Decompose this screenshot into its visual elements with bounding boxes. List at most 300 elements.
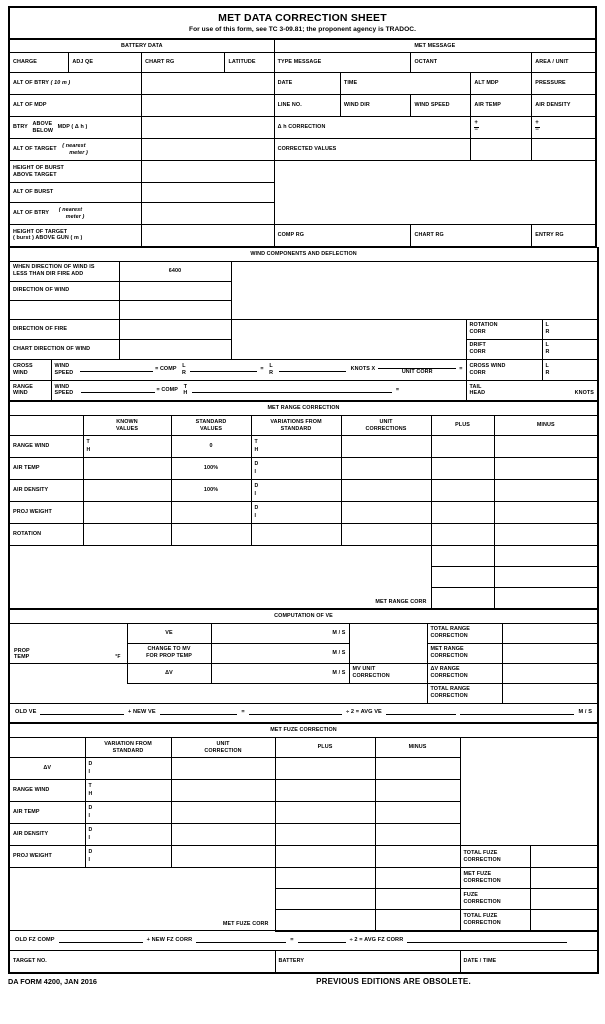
field-range-wind-minus[interactable] bbox=[494, 436, 598, 458]
label-known-t: T bbox=[86, 439, 90, 446]
label-equals-2: = bbox=[459, 366, 463, 373]
wind-computation-strip bbox=[8, 359, 599, 403]
header-plus-1: PLUS bbox=[431, 416, 494, 436]
label-direction-of-fire: DIRECTION OF FIRE bbox=[9, 319, 119, 339]
wind-blank-mid-1 bbox=[231, 319, 466, 339]
field-rotation-corr-lr[interactable] bbox=[542, 319, 598, 339]
field-alt-of-mdp[interactable] bbox=[142, 95, 275, 117]
field-proj-weight-minus[interactable] bbox=[494, 502, 598, 524]
label-ms-3: M / S bbox=[332, 669, 346, 676]
field-corrected-values-air-density[interactable] bbox=[532, 139, 596, 161]
met-fuze-corr-label-cell bbox=[9, 868, 275, 931]
label-cross-wind-corr-a: CROSS WIND bbox=[469, 362, 506, 369]
input-old-ve[interactable] bbox=[40, 709, 124, 715]
header-fuze-plus: PLUS bbox=[275, 738, 375, 758]
label-mrc-b: CORRECTION bbox=[430, 653, 468, 659]
label-head: HEAD bbox=[469, 390, 486, 397]
label-wind-blank-row bbox=[9, 300, 119, 319]
header-air-density: AIR DENSITY bbox=[532, 95, 596, 117]
label-l-1: L bbox=[182, 363, 186, 370]
label-change-mv-a: CHANGE TO MV bbox=[147, 646, 191, 653]
label-range-wind bbox=[9, 380, 51, 401]
field-total-range-correction-1[interactable] bbox=[502, 623, 598, 643]
header-entry-rg: ENTRY RG bbox=[532, 225, 596, 247]
wind-components-table bbox=[8, 247, 599, 360]
input-avg-ve[interactable] bbox=[386, 709, 456, 715]
header-standard-values bbox=[171, 416, 251, 436]
label-new-fz-corr: + NEW FZ CORR bbox=[146, 937, 193, 944]
header-unit-1: UNIT bbox=[379, 418, 393, 425]
value-air-density-standard: 100% bbox=[171, 480, 251, 502]
header-line-no: LINE NO. bbox=[274, 95, 340, 117]
header-fuze-correction: CORRECTION bbox=[204, 747, 242, 754]
label-met-fuze-correction bbox=[460, 868, 530, 889]
label-mv-unit-b: CORRECTION bbox=[352, 673, 390, 679]
field-fuze-air-temp-unit-corr[interactable] bbox=[171, 802, 275, 824]
header-wind-speed: WIND SPEED bbox=[411, 95, 471, 117]
label-ms-2: M / S bbox=[332, 649, 346, 656]
header-known: KNOWN bbox=[116, 418, 138, 425]
label-trc-a-2: TOTAL RANGE bbox=[430, 686, 470, 693]
input-fz-sum[interactable] bbox=[298, 937, 346, 943]
label-ms-4: M / S bbox=[578, 709, 593, 716]
label-height-of-target-above-gun bbox=[9, 225, 142, 247]
form-subtitle: For use of this form, see TC 3-09.81; the proponent agency is TRADOC. bbox=[189, 26, 416, 33]
field-range-wind-variation[interactable] bbox=[251, 436, 341, 458]
label-below[interactable]: BELOW bbox=[32, 127, 54, 134]
field-met-range-corr-plus[interactable] bbox=[431, 588, 494, 609]
header-values-1: VALUES bbox=[115, 425, 139, 432]
field-height-of-burst[interactable] bbox=[142, 161, 275, 183]
label-trc-b-2: CORRECTION bbox=[430, 693, 468, 699]
input-avg-fz-corr[interactable] bbox=[407, 937, 567, 943]
label-cross-wind-corr-b: CORR bbox=[469, 369, 486, 376]
field-proj-weight-known[interactable] bbox=[83, 502, 171, 524]
wind-section-heading: WIND COMPONENTS AND DEFLECTION bbox=[9, 247, 598, 261]
label-prop-temp bbox=[14, 648, 30, 660]
field-met-fuze-sum1-minus[interactable] bbox=[375, 868, 460, 889]
field-cross-wind-corr-lr[interactable] bbox=[542, 359, 598, 380]
field-range-wind-plus[interactable] bbox=[431, 436, 494, 458]
field-air-temp-known[interactable] bbox=[83, 458, 171, 480]
label-cross: CROSS bbox=[13, 362, 33, 369]
label-t-1: T bbox=[183, 384, 188, 391]
header-chart-rg: CHART RG bbox=[142, 53, 225, 73]
label-old-ve: OLD VE bbox=[15, 709, 37, 716]
label-speed-1: SPEED bbox=[54, 369, 74, 376]
label-alt-of-target bbox=[9, 139, 142, 161]
row-label-rotation-range: ROTATION bbox=[9, 524, 83, 546]
input-ve-sum[interactable] bbox=[249, 709, 342, 715]
label-cw-r: R bbox=[545, 369, 550, 376]
label-alt-of-target-text: ALT OF TARGET bbox=[13, 146, 57, 153]
field-wind-blank-row[interactable] bbox=[119, 300, 231, 319]
field-fuze-range-wind-minus[interactable] bbox=[375, 780, 460, 802]
field-delta-v-value[interactable] bbox=[211, 663, 349, 683]
label-knots-x: KNOTS X bbox=[350, 366, 376, 373]
label-date-time[interactable]: DATE / TIME bbox=[460, 951, 598, 973]
field-height-of-target[interactable] bbox=[142, 225, 275, 247]
met-range-corr-label-cell bbox=[9, 546, 431, 609]
field-fuze-range-wind-unit-corr[interactable] bbox=[171, 780, 275, 802]
field-rotation-unit-corr[interactable] bbox=[341, 524, 431, 546]
input-old-fz-comp[interactable] bbox=[59, 937, 143, 943]
field-met-fuze-sum1-plus[interactable] bbox=[275, 868, 375, 889]
input-cross-comp[interactable] bbox=[190, 366, 257, 372]
header-fuze-variation: VARIATION FROM bbox=[104, 740, 152, 747]
label-degrees-f: °F bbox=[115, 654, 121, 661]
label-tfc-a-1: TOTAL FUZE bbox=[463, 849, 498, 856]
field-met-fuze-corr-minus[interactable] bbox=[375, 910, 460, 931]
header-standard-2: STANDARD bbox=[280, 425, 312, 432]
field-met-range-sum1-minus[interactable] bbox=[494, 546, 598, 567]
label-mv-unit-correction bbox=[349, 663, 427, 683]
field-alt-of-burst[interactable] bbox=[142, 183, 275, 203]
old-fz-formula-row bbox=[9, 931, 598, 951]
field-fuze-air-density-unit-corr[interactable] bbox=[171, 824, 275, 846]
header-corrections-1: CORRECTIONS bbox=[365, 425, 407, 432]
field-direction-of-fire[interactable] bbox=[119, 319, 231, 339]
ve-blank-mid[interactable] bbox=[349, 623, 427, 663]
field-delta-h-corr-air-density[interactable] bbox=[532, 117, 596, 139]
label-temp: TEMP bbox=[14, 654, 30, 661]
label-ms-1: M / S bbox=[332, 629, 346, 636]
field-alt-of-target[interactable] bbox=[142, 139, 275, 161]
header-wind-dir: WIND DIR bbox=[340, 95, 411, 117]
label-alt-of-btry-note: ( 10 m ) bbox=[50, 80, 71, 87]
field-air-density-known[interactable] bbox=[83, 480, 171, 502]
field-rotation-plus[interactable] bbox=[431, 524, 494, 546]
field-air-temp-variation[interactable] bbox=[251, 458, 341, 480]
label-alt-of-mdp: ALT OF MDP bbox=[9, 95, 142, 117]
plus-minus-sign-1: + − bbox=[474, 120, 478, 133]
field-total-fuze-correction-1[interactable] bbox=[530, 846, 598, 868]
input-cross-wind-speed[interactable] bbox=[80, 366, 153, 372]
field-met-fuze-correction[interactable] bbox=[530, 868, 598, 889]
field-met-range-corr-minus[interactable] bbox=[494, 588, 598, 609]
label-alt-of-burst: ALT OF BURST bbox=[9, 183, 142, 203]
computation-of-ve-table bbox=[8, 609, 599, 725]
row-label-fuze-air-temp: AIR TEMP bbox=[9, 802, 85, 824]
field-fuze-proj-weight-minus[interactable] bbox=[375, 846, 460, 868]
met-fuze-correction-table bbox=[8, 723, 599, 974]
field-air-density-unit-corr[interactable] bbox=[341, 480, 431, 502]
input-avg-ve-2[interactable] bbox=[460, 709, 575, 715]
label-delta-v: ΔV bbox=[127, 663, 211, 683]
header-type-message: TYPE MESSAGE bbox=[274, 53, 411, 73]
field-met-fuze-sum2-minus[interactable] bbox=[375, 889, 460, 910]
label-fz-d-4: D bbox=[88, 849, 93, 856]
label-target-no[interactable]: TARGET NO. bbox=[9, 951, 275, 973]
header-alt-mdp: ALT MDP bbox=[471, 73, 532, 95]
header-variations: VARIATIONS FROM bbox=[270, 418, 322, 425]
field-range-wind-known[interactable] bbox=[83, 436, 171, 458]
tail-head-knots-cell bbox=[466, 380, 598, 401]
label-burst-above-gun: ( burst ) ABOVE GUN ( m ) bbox=[13, 235, 83, 242]
header-standard: STANDARD bbox=[195, 418, 227, 425]
field-fuze-air-density-minus[interactable] bbox=[375, 824, 460, 846]
plus-minus-sign-2: + − bbox=[535, 120, 539, 133]
label-height-of-target: HEIGHT OF TARGET bbox=[13, 228, 68, 235]
row-label-fuze-proj-weight: PROJ WEIGHT bbox=[9, 846, 85, 868]
field-met-fuze-sum2-plus[interactable] bbox=[275, 889, 375, 910]
header-latitude: LATITUDE bbox=[225, 53, 274, 73]
label-met-fuze-corr: MET FUZE CORR bbox=[222, 921, 269, 928]
field-fuze-proj-weight-plus[interactable] bbox=[275, 846, 375, 868]
label-cross-lr-2 bbox=[267, 363, 276, 375]
header-fuze-standard: STANDARD bbox=[112, 747, 144, 754]
label-btry-above-below-mdp bbox=[9, 117, 142, 139]
field-fuze-correction[interactable] bbox=[530, 889, 598, 910]
obsolete-notice: PREVIOUS EDITIONS ARE OBSOLETE. bbox=[316, 976, 471, 986]
label-battery[interactable]: BATTERY bbox=[275, 951, 460, 973]
row-label-fuze-air-density: AIR DENSITY bbox=[9, 824, 85, 846]
label-knots-2: KNOTS bbox=[574, 389, 594, 396]
label-tfc-b-2: CORRECTION bbox=[463, 919, 501, 926]
label-var-i-2: I bbox=[254, 490, 257, 497]
label-fc-b: CORRECTION bbox=[463, 899, 501, 905]
label-drift-corr-b: CORR bbox=[469, 349, 486, 355]
label-tail: TAIL bbox=[469, 384, 482, 391]
label-var-t: T bbox=[254, 439, 258, 446]
label-delta-h-correction: Δ h CORRECTION bbox=[274, 117, 471, 139]
header-area-unit: AREA / UNIT bbox=[532, 53, 596, 73]
label-fz-i-2: I bbox=[88, 812, 91, 819]
field-delta-v-range-correction[interactable] bbox=[502, 663, 598, 683]
field-fuze-delta-v-plus[interactable] bbox=[275, 758, 375, 780]
input-new-fz-corr[interactable] bbox=[196, 937, 286, 943]
label-total-range-correction-2 bbox=[427, 683, 502, 703]
label-met-range-corr: MET RANGE CORR bbox=[375, 599, 427, 606]
field-total-range-correction-2[interactable] bbox=[502, 683, 598, 703]
input-cross-lr-value[interactable] bbox=[279, 366, 346, 372]
field-met-fuze-corr-plus[interactable] bbox=[275, 910, 375, 931]
label-tfc-b-1: CORRECTION bbox=[463, 856, 501, 863]
header-fuze-unit-correction bbox=[171, 738, 275, 758]
label-fz-d-1: D bbox=[88, 761, 93, 768]
met-fuze-corner-cell bbox=[9, 738, 85, 758]
label-fz-i-4: I bbox=[88, 856, 91, 863]
label-mdp-delta-h: MDP ( Δ h ) bbox=[57, 124, 88, 131]
label-fz-d-3: D bbox=[88, 827, 93, 834]
label-rotation-corr-b: CORR bbox=[469, 329, 486, 335]
field-direction-of-wind[interactable] bbox=[119, 281, 231, 300]
field-rotation-standard[interactable] bbox=[171, 524, 251, 546]
label-rotation-r: R bbox=[545, 329, 550, 335]
battery-data-heading: BATTERY DATA bbox=[9, 40, 274, 53]
header-fuze-unit: UNIT bbox=[216, 740, 230, 747]
row-label-proj-weight-range: PROJ WEIGHT bbox=[9, 502, 83, 524]
field-fuze-delta-v-minus[interactable] bbox=[375, 758, 460, 780]
label-var-i-1: I bbox=[254, 468, 257, 475]
label-rotation: ROTATION bbox=[469, 322, 498, 329]
label-wind-3: WIND bbox=[13, 390, 28, 397]
field-rotation-known[interactable] bbox=[83, 524, 171, 546]
label-alt-target-note1: ( nearest bbox=[62, 143, 86, 150]
row-label-fuze-range-wind: RANGE WIND bbox=[9, 780, 85, 802]
field-fuze-air-temp-plus[interactable] bbox=[275, 802, 375, 824]
field-change-to-mv-value[interactable] bbox=[211, 643, 349, 663]
header-date: DATE bbox=[274, 73, 340, 95]
label-when-dir-b: LESS THAN DIR FIRE ADD bbox=[13, 271, 84, 277]
field-delta-h-corr-air-temp[interactable] bbox=[471, 117, 532, 139]
value-proj-weight-standard bbox=[171, 502, 251, 524]
label-total-fuze-correction-2 bbox=[460, 910, 530, 931]
input-new-ve[interactable] bbox=[160, 709, 238, 715]
field-air-density-plus[interactable] bbox=[431, 480, 494, 502]
field-btry-mdp-delta-h[interactable] bbox=[142, 117, 275, 139]
field-fuze-range-wind-plus[interactable] bbox=[275, 780, 375, 802]
range-wind-computation-row bbox=[51, 380, 466, 401]
label-btry: BTRY bbox=[13, 124, 28, 131]
label-unit-corr: UNIT CORR bbox=[401, 369, 433, 376]
field-fuze-delta-v-variation[interactable] bbox=[85, 758, 171, 780]
wind-blank-mid-2 bbox=[231, 339, 466, 359]
label-rotation-l: L bbox=[545, 322, 549, 329]
label-alt-of-btry-text: ALT OF BTRY bbox=[13, 80, 50, 87]
field-chart-direction-of-wind[interactable] bbox=[119, 339, 231, 359]
label-above[interactable]: ABOVE bbox=[32, 121, 53, 128]
label-wind-1: WIND bbox=[13, 369, 28, 376]
label-drift: DRIFT bbox=[469, 342, 486, 349]
field-proj-weight-unit-corr[interactable] bbox=[341, 502, 431, 524]
label-r-2: R bbox=[269, 369, 274, 376]
met-message-blank-block[interactable] bbox=[274, 161, 596, 225]
label-drift-r: R bbox=[545, 349, 550, 355]
label-h-1: H bbox=[183, 390, 188, 397]
field-fuze-air-temp-minus[interactable] bbox=[375, 802, 460, 824]
field-fuze-range-wind-variation[interactable] bbox=[85, 780, 171, 802]
field-met-range-sum1-plus[interactable] bbox=[431, 546, 494, 567]
label-mfc-a: MET FUZE bbox=[463, 871, 492, 878]
label-fz-i-3: I bbox=[88, 834, 91, 841]
label-mv-unit-a: MV UNIT bbox=[352, 666, 376, 673]
label-wind-2: WIND bbox=[54, 363, 70, 370]
field-alt-of-btry-nearest[interactable] bbox=[142, 203, 275, 225]
field-air-temp-unit-corr[interactable] bbox=[341, 458, 431, 480]
label-tail-head[interactable] bbox=[470, 384, 486, 396]
value-range-wind-standard: 0 bbox=[171, 436, 251, 458]
field-alt-of-btry-10m[interactable] bbox=[142, 73, 275, 95]
field-fuze-air-density-plus[interactable] bbox=[275, 824, 375, 846]
field-fuze-delta-v-unit-corr[interactable] bbox=[171, 758, 275, 780]
label-when-dir-a: WHEN DIRECTION OF WIND IS bbox=[13, 264, 95, 271]
met-range-correction-table bbox=[8, 401, 599, 610]
label-range-1: RANGE bbox=[13, 383, 33, 390]
field-air-temp-minus[interactable] bbox=[494, 458, 598, 480]
field-fuze-proj-weight-variation[interactable] bbox=[85, 846, 171, 868]
header-fuze-variation-from-standard bbox=[85, 738, 171, 758]
label-trc-a-1: TOTAL RANGE bbox=[430, 626, 470, 633]
label-r-1: R bbox=[181, 369, 186, 376]
battery-and-met-message-table bbox=[8, 39, 597, 248]
met-range-heading: MET RANGE CORRECTION bbox=[9, 402, 598, 416]
field-fuze-air-density-variation[interactable] bbox=[85, 824, 171, 846]
form-number: DA FORM 4200, JAN 2016 bbox=[8, 976, 97, 986]
met-message-heading: MET MESSAGE bbox=[274, 40, 596, 53]
label-fz-equals: = bbox=[290, 937, 294, 944]
field-total-fuze-correction-2[interactable] bbox=[530, 910, 598, 931]
label-height-of-burst-above-target bbox=[9, 161, 142, 183]
ve-blank-left-1 bbox=[9, 663, 127, 683]
field-range-wind-unit-corr[interactable] bbox=[341, 436, 431, 458]
label-var-d-3: D bbox=[254, 505, 259, 512]
field-drift-corr-lr[interactable] bbox=[542, 339, 598, 359]
form-title-block bbox=[8, 6, 597, 39]
label-old-fz-comp: OLD FZ COMP bbox=[15, 937, 55, 944]
header-minus-1: MINUS bbox=[494, 416, 598, 436]
label-dvrc-a: ΔV RANGE bbox=[430, 666, 460, 673]
label-fz-h: H bbox=[88, 790, 93, 797]
field-rotation-variation[interactable] bbox=[251, 524, 341, 546]
label-equals-3: = bbox=[395, 386, 400, 393]
field-ve-value[interactable] bbox=[211, 623, 349, 643]
label-var-d-1: D bbox=[254, 461, 259, 468]
field-fuze-air-temp-variation[interactable] bbox=[85, 802, 171, 824]
wind-blank-block-upper[interactable] bbox=[231, 261, 598, 319]
field-air-temp-plus[interactable] bbox=[431, 458, 494, 480]
label-l-2: L bbox=[269, 363, 273, 370]
field-met-range-sum2-plus[interactable] bbox=[431, 567, 494, 588]
old-ve-formula-row bbox=[9, 703, 598, 723]
label-when-dir-wind-less bbox=[9, 261, 119, 281]
label-alt-target-note2: meter ) bbox=[69, 149, 88, 156]
field-proj-weight-variation[interactable] bbox=[251, 502, 341, 524]
label-alt-of-btry2-text: ALT OF BTRY bbox=[13, 210, 50, 217]
label-change-to-mv bbox=[127, 643, 211, 663]
label-var-d-2: D bbox=[254, 483, 259, 490]
prop-temp-cell[interactable] bbox=[9, 623, 127, 663]
field-air-density-minus[interactable] bbox=[494, 480, 598, 502]
field-met-range-correction-ve[interactable] bbox=[502, 643, 598, 663]
label-tfc-a-2: TOTAL FUZE bbox=[463, 913, 498, 919]
met-fuze-heading: MET FUZE CORRECTION bbox=[9, 724, 598, 738]
field-proj-weight-plus[interactable] bbox=[431, 502, 494, 524]
label-var-i-3: I bbox=[254, 512, 257, 519]
header-values-2: VALUES bbox=[199, 425, 223, 432]
field-rotation-minus[interactable] bbox=[494, 524, 598, 546]
field-air-density-variation[interactable] bbox=[251, 480, 341, 502]
label-chart-direction-of-wind: CHART DIRECTION OF WIND bbox=[9, 339, 119, 359]
label-prop: PROP bbox=[14, 648, 30, 655]
label-alt-btry-note1: ( nearest bbox=[58, 207, 83, 214]
label-total-range-correction-1 bbox=[427, 623, 502, 643]
header-time: TIME bbox=[340, 73, 470, 95]
label-alt-of-btry-nearest bbox=[9, 203, 142, 225]
value-air-temp-standard: 100% bbox=[171, 458, 251, 480]
input-range-wind-speed[interactable] bbox=[81, 387, 155, 393]
label-fz-div-avg: ÷ 2 = AVG FZ CORR bbox=[349, 937, 404, 944]
field-fuze-proj-weight-unit-corr[interactable] bbox=[171, 846, 275, 868]
value-6400: 6400 bbox=[119, 261, 231, 281]
field-corrected-values-air-temp[interactable] bbox=[471, 139, 532, 161]
label-trc-b-1: CORRECTION bbox=[430, 633, 468, 639]
field-met-range-sum2-minus[interactable] bbox=[494, 567, 598, 588]
label-wind-4: WIND bbox=[54, 384, 70, 391]
header-chart-rg-2: CHART RG bbox=[411, 225, 532, 247]
header-octant: OCTANT bbox=[411, 53, 532, 73]
cross-wind-computation-row bbox=[51, 359, 466, 380]
label-var-h: H bbox=[254, 446, 259, 453]
label-direction-of-wind: DIRECTION OF WIND bbox=[9, 281, 119, 300]
label-comp-1: = COMP bbox=[155, 366, 177, 373]
fuze-blank-right-block[interactable] bbox=[460, 738, 598, 846]
input-range-comp[interactable] bbox=[192, 387, 392, 393]
label-mrc-a: MET RANGE bbox=[430, 646, 464, 653]
label-cw-l: L bbox=[545, 362, 549, 369]
label-cross-wind bbox=[9, 359, 51, 380]
label-fc-a: FUZE bbox=[463, 892, 478, 899]
